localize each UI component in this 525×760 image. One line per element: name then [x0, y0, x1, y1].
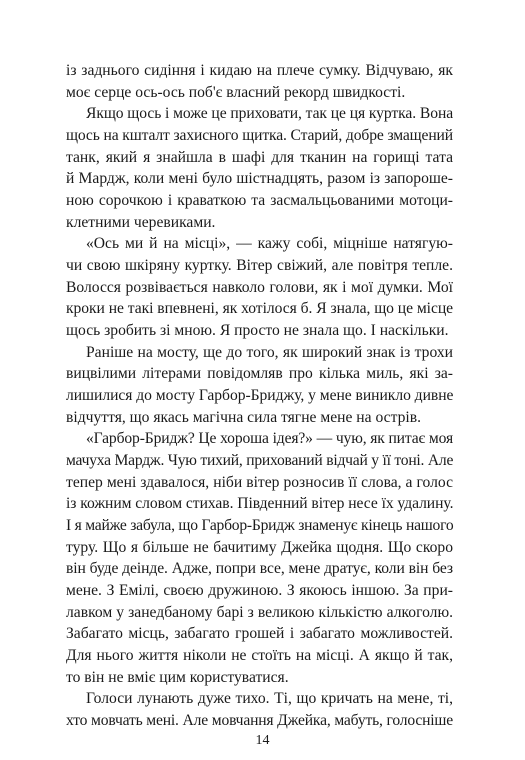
text-line: Для нього життя ніколи не стоїть на місці. А якщо й так, [66, 647, 453, 664]
paragraph-first-line: Якщо щось і може це приховати, так це ця куртка. Вона [86, 105, 454, 123]
paragraph-first-line: Раніше на мосту, ще до того, як широкий знак із трохи [86, 343, 453, 361]
text-line: Забагато місць, забагато грошей і забагато можливостей. [66, 625, 453, 643]
paragraph-first-line: «Ось ми й на місці», — кажу собі, міцніше натягую- [86, 235, 453, 253]
text-line: І я майже забула, що Гарбор-Бридж знаменує кінець нашого [66, 517, 454, 534]
text-line: відчуття, що якась магічна сила тягне мене на острів. [66, 408, 421, 426]
text-line: він буде деінде. Адже, попри все, мене дратує, коли він без [66, 560, 453, 578]
text-line: танк, який я знайшла в шафі для тканин на горищі тата [66, 148, 453, 166]
text-line: ною сорочкою і краваткою та засмальцьованими мотоци- [66, 192, 453, 209]
paragraph-first-line: Голоси лунають дуже тихо. Ті, що кричать на мене, ті, [86, 690, 453, 708]
text-line: тепер мені здавалося, ніби вітер розносив її слова, а голос [66, 473, 453, 491]
text-line: вицвілими літерами повідомляв про кілька миль, які за- [66, 365, 453, 383]
text-line: щось на кшталт захисного щитка. Старий, добре змащений [66, 127, 453, 144]
text-line: туру. Що я більше не бачитиму Джейка щодня. Що скоро [66, 538, 453, 556]
text-line: то він не вміє цим користуватися. [66, 668, 289, 686]
text-line: мене. З Емілі, своєю дружиною. З якоюсь іншою. За при- [66, 582, 453, 599]
text-line: мачуха Мардж. Чую тихий, прихований відчай у її тоні. Але [66, 452, 454, 469]
text-line: із кожним словом стихав. Південний вітер несе їх удалину. [66, 495, 454, 513]
page-number: 14 [255, 733, 270, 748]
text-line: чи свою шкіряну куртку. Вітер свіжий, але повітря тепле. [66, 257, 453, 274]
text-line: моє серце ось-ось поб'є власний рекорд швидкості. [66, 83, 406, 101]
text-line: лишилися до мосту Гарбор-Бриджу, у мене виникло дивне [66, 387, 454, 404]
text-line: клетними черевиками. [66, 213, 216, 231]
text-line: хто мовчать мені. Але мовчання Джейка, мабуть, голосніше [66, 712, 453, 729]
text-line: кроки не такі впевнені, як хотілося б. Я знала, що це місце [66, 300, 453, 318]
text-line: й Мардж, коли мені було шістнадцять, разом із запороше- [66, 170, 453, 188]
paragraph-first-line: «Гарбор-Бридж? Це хороша ідея?» — чую, як питає моя [86, 430, 453, 448]
text-line: щось зробить зі мною. Я просто не знала що. І наскільки. [66, 322, 449, 339]
text-line: Волосся розвівається навколо голови, як і мої думки. Мої [66, 278, 453, 296]
text-line: лавком у занедбаному барі з великою кількістю алкоголю. [66, 603, 453, 621]
text-line: із заднього сидіння і кидаю на плече сумку. Відчуваю, як [66, 62, 453, 79]
